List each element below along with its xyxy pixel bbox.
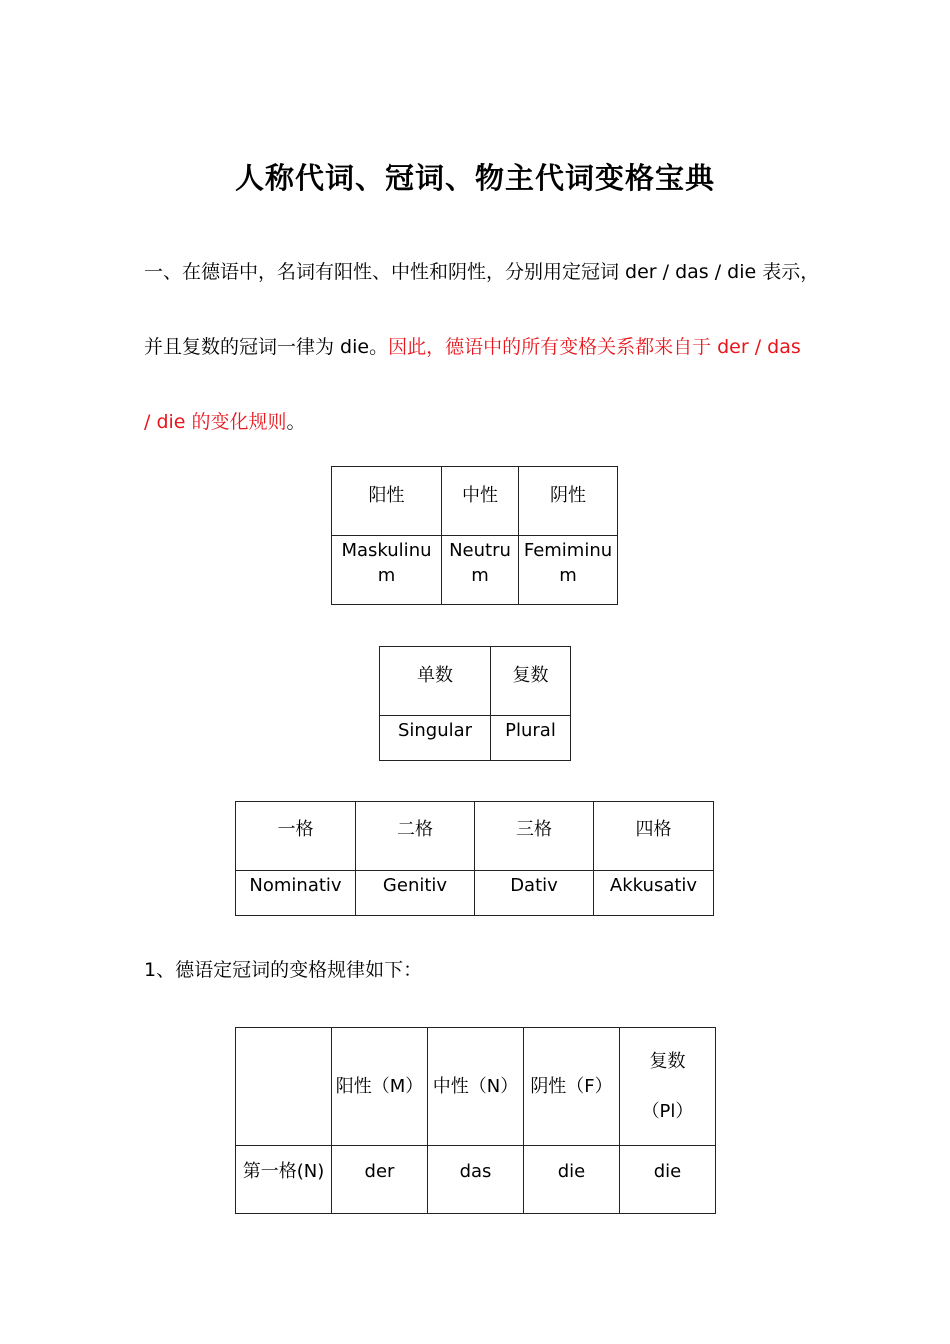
case-value-cell: Genitiv [356, 871, 475, 916]
intro-line-3-red: / die 的变化规则 [144, 411, 287, 433]
article-corner-cell [236, 1028, 332, 1146]
case-header-cell: 三格 [475, 802, 594, 871]
article-row-label: 第一格(N) [236, 1146, 332, 1214]
case-header-cell: 一格 [236, 802, 356, 871]
intro-line-2-black: 并且复数的冠词一律为 die。 [144, 336, 389, 358]
plural-label: 复数 [649, 1050, 686, 1072]
plural-abbrev: （Pl） [641, 1100, 694, 1122]
number-header-cell: 单数 [380, 647, 491, 716]
number-value-cell: Plural [491, 716, 571, 761]
case-value-cell: Nominativ [236, 871, 356, 916]
article-header-cell: 阴性（F） [524, 1028, 620, 1146]
page-title: 人称代词、冠词、物主代词变格宝典 [234, 161, 715, 195]
intro-line-1: 一、在德语中，名词有阳性、中性和阴性，分别用定冠词 der / das / die 表示， [144, 261, 820, 283]
intro-line-2-red: 因此，德语中的所有变格关系都来自于 der / das [388, 336, 801, 358]
intro-line-3 [144, 407, 306, 434]
number-table [379, 646, 571, 761]
gender-value-cell: Femiminu m [519, 536, 618, 605]
case-header-cell: 四格 [594, 802, 714, 871]
gender-header-cell: 阳性 [332, 467, 442, 536]
case-value-cell: Dativ [475, 871, 594, 916]
intro-line-2 [144, 332, 801, 359]
article-cell: die [620, 1146, 716, 1214]
article-header-cell-plural [620, 1028, 716, 1146]
case-table [235, 801, 714, 916]
gender-header-cell: 阴性 [519, 467, 618, 536]
gender-value-cell: Neutru m [442, 536, 519, 605]
article-header-cell: 中性（N） [428, 1028, 524, 1146]
section-1-heading: 1、德语定冠词的变格规律如下： [144, 959, 423, 981]
number-value-cell: Singular [380, 716, 491, 761]
gender-header-cell: 中性 [442, 467, 519, 536]
definite-article-table [235, 1027, 716, 1214]
article-cell: das [428, 1146, 524, 1214]
intro-line-3-black: 。 [286, 411, 306, 433]
gender-value-cell: Maskulinu m [332, 536, 442, 605]
gender-table [331, 466, 618, 605]
article-header-cell: 阳性（M） [332, 1028, 428, 1146]
article-cell: der [332, 1146, 428, 1214]
article-cell: die [524, 1146, 620, 1214]
case-header-cell: 二格 [356, 802, 475, 871]
number-header-cell: 复数 [491, 647, 571, 716]
case-value-cell: Akkusativ [594, 871, 714, 916]
